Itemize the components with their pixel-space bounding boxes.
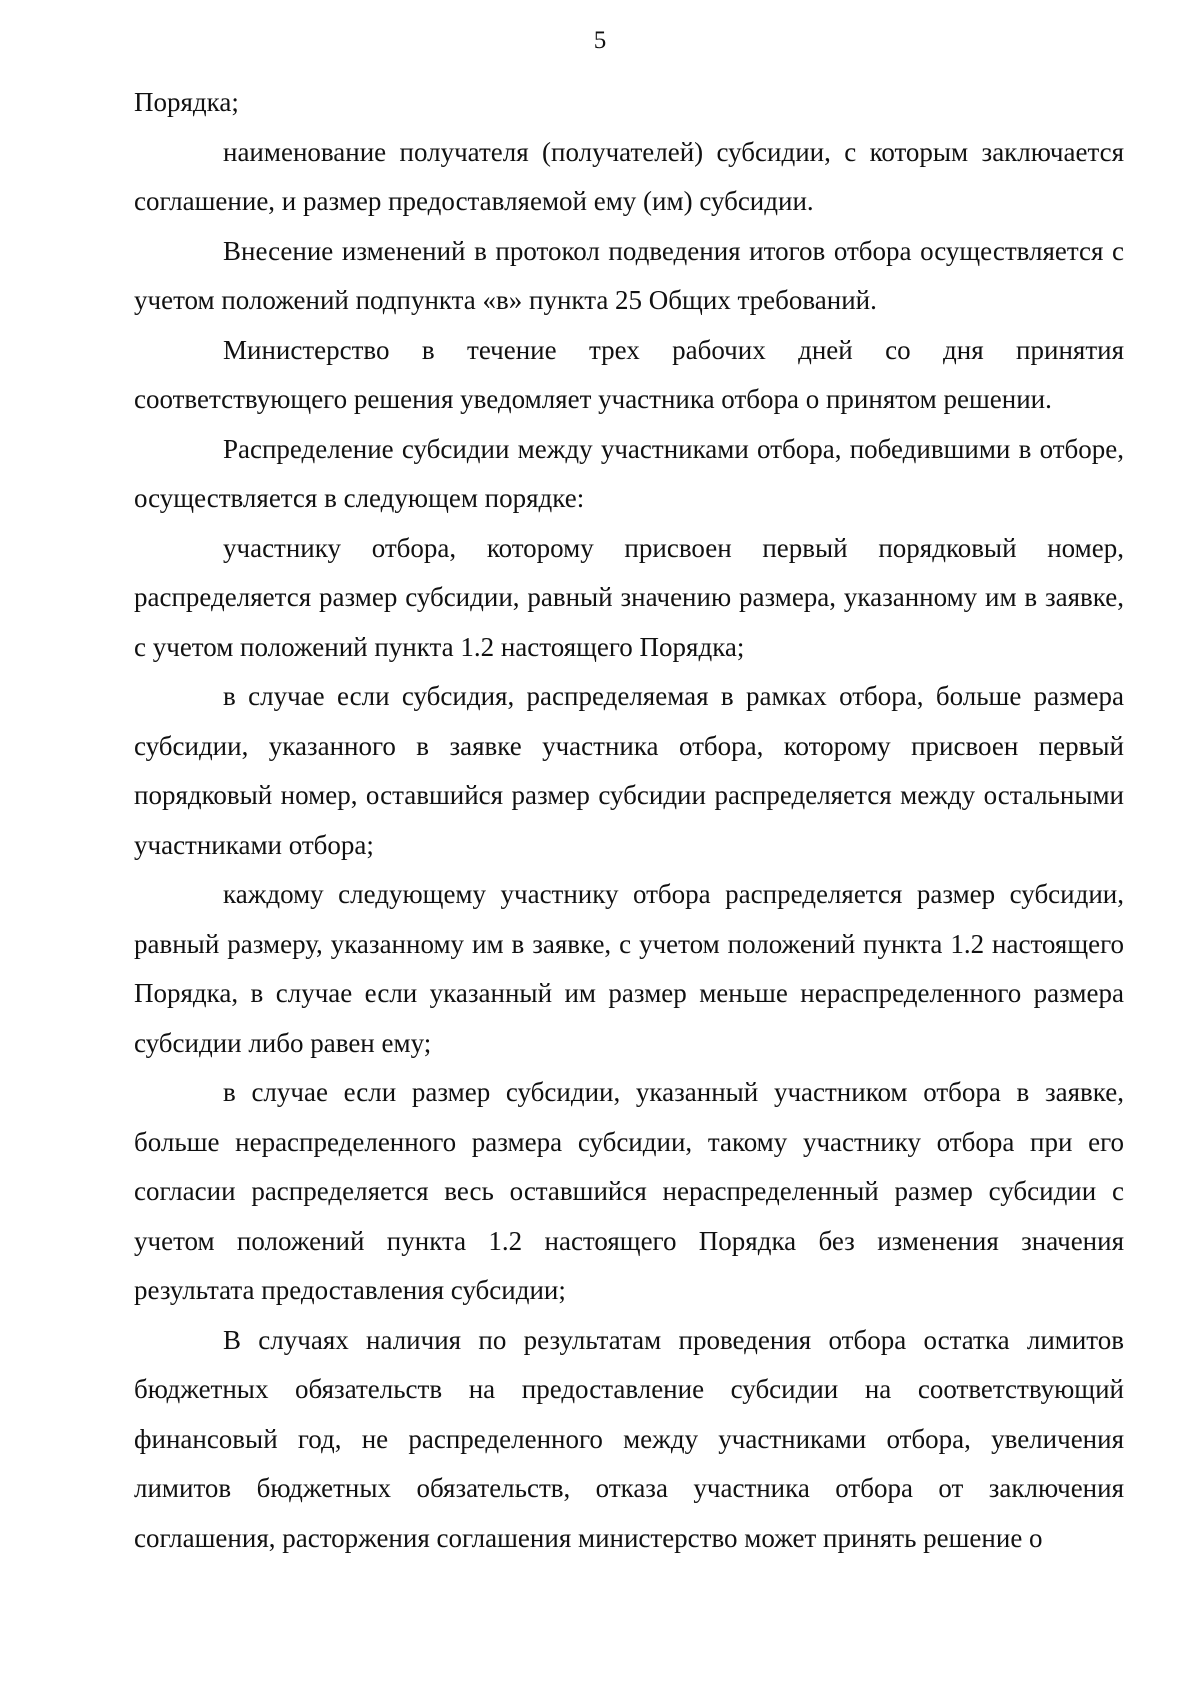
paragraph: каждому следующему участнику отбора распределяется размер субсидии, равный размеру, указанному им в заявке, с учетом положений пункта 1.2 настоящего Порядка, в случае если указанный им размер меньше нераспределенного размера субсидии либо равен ему; xyxy=(134,879,1124,1058)
paragraph: наименование получателя (получателей) субсидии, с которым заключается соглашение, и размер предоставляемой ему (им) субсидии. xyxy=(134,136,1124,216)
paragraph: в случае если субсидия, распределяемая в рамках отбора, больше размера субсидии, указанного в заявке участника отбора, которому присвоен первый порядковый номер, оставшийся размер субсидии распределяется между остальными участниками отбора; xyxy=(134,681,1124,860)
paragraph: Министерство в течение трех рабочих дней со дня принятия соответствующего решения уведомляет участника отбора о принятом решении. xyxy=(134,334,1124,414)
paragraph: Внесение изменений в протокол подведения итогов отбора осуществляется с учетом положений подпункта «в» пункта 25 Общих требований. xyxy=(134,235,1124,315)
paragraph: в случае если размер субсидии, указанный участником отбора в заявке, больше нераспределенного размера субсидии, такому участнику отбора при его согласии распределяется весь оставшийся нераспределенный размер субсидии с учетом положений пункта 1.2 настоящего Порядка без изменения значения результата предоставления субсидии; xyxy=(134,1077,1124,1305)
paragraph: Распределение субсидии между участниками отбора, победившими в отборе, осуществляется в следующем порядке: xyxy=(134,433,1124,513)
page-number: 5 xyxy=(593,27,607,54)
paragraph: участнику отбора, которому присвоен первый порядковый номер, распределяется размер субсидии, равный значению размера, указанному им в заявке, с учетом положений пункта 1.2 настоящего Порядка; xyxy=(134,532,1124,662)
document-body xyxy=(134,78,1124,1563)
paragraph: Порядка; xyxy=(134,87,239,117)
paragraph: В случаях наличия по результатам проведения отбора остатка лимитов бюджетных обязательств на предоставление субсидии на соответствующий финансовый год, не распределенного между участниками отбора, увеличения лимитов бюджетных обязательств, отказа участника отбора от заключения соглашения, расторжения соглашения министерство может принять решение о xyxy=(134,1324,1124,1553)
